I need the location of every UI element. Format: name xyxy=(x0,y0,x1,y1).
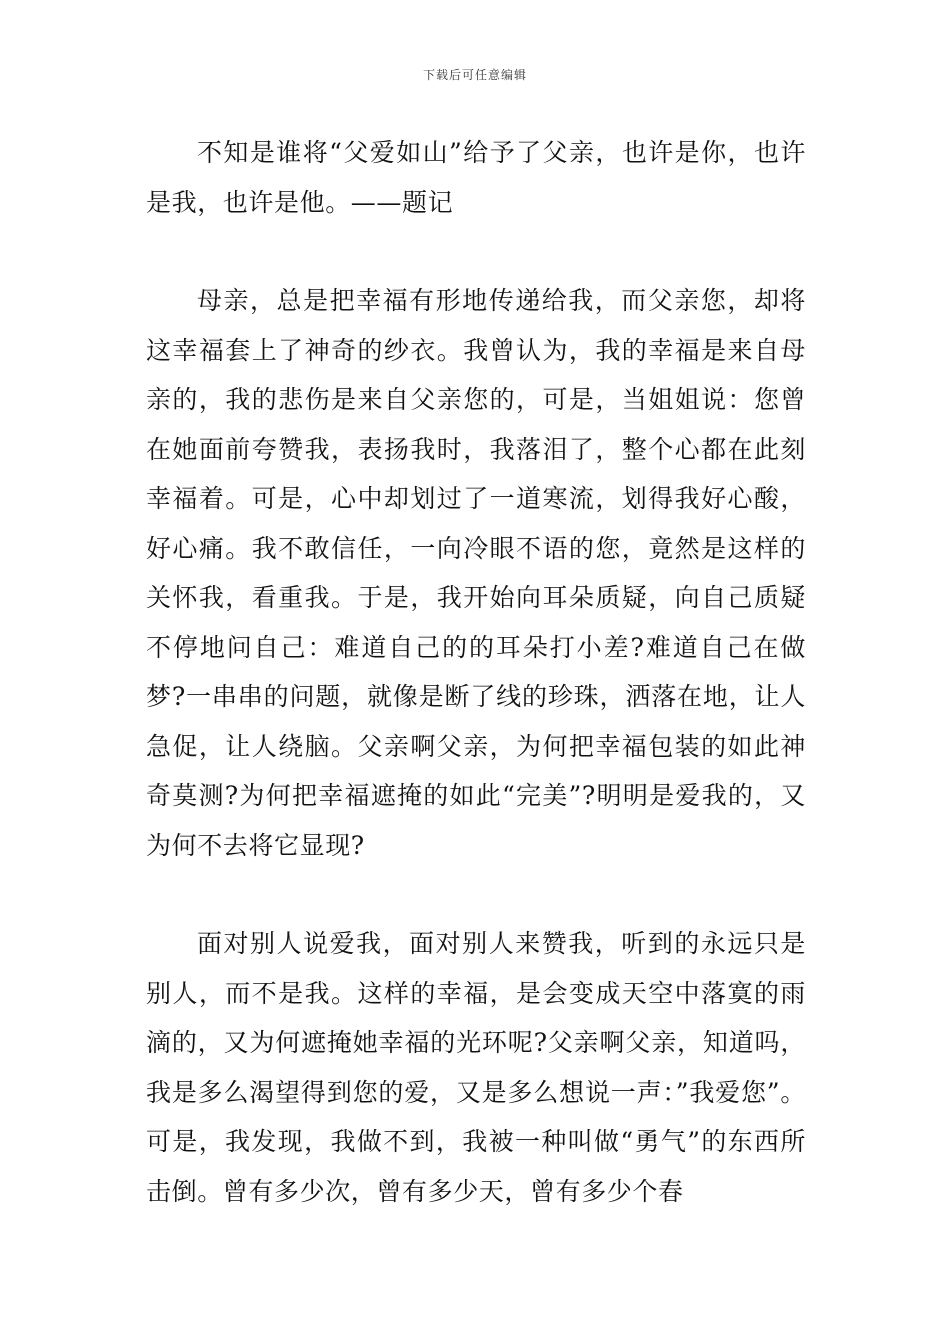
page-header: 下载后可任意编辑 xyxy=(422,68,527,82)
paragraph-mother: 母亲，总是把幸福有形地传递给我，而父亲您，却将这幸福套上了神奇的纱衣。我曾认为，我的幸福是来自母亲的，我的悲伤是来自父亲您的，可是，当姐姐说：您曾在她面前夸赞我，表扬我时，我落泪了，整个心都在此刻幸福着。可是，心中却划过了一道寒流，划得我好心酸，好心痛。我不敢信任，一向冷眼不语的您，竟然是这样的关怀我，看重我。于是，我开始向耳朵质疑，向自己质疑不停地问自己：难道自己的的耳朵打小差?难道自己在做梦?一串串的问题，就像是断了线的珍珠，洒落在地，让人急促，让人绕脑。父亲啊父亲，为何把幸福包装的如此神奇莫测?为何把幸福遮掩的如此“完美”?明明是爱我的，又为何不去将它显现? xyxy=(146,286,806,860)
paragraph-epigraph: 不知是谁将“父爱如山”给予了父亲，也许是你，也许是我，也许是他。——题记 xyxy=(146,138,806,217)
paragraph-others: 面对别人说爱我，面对别人来赞我，听到的永远只是别人，而不是我。这样的幸福，是会变成天空中落寞的雨滴的，又为何遮掩她幸福的光环呢?父亲啊父亲，知道吗，我是多么渴望得到您的爱，又是多么想说一声：”我爱您”。可是，我发现，我做不到，我被一种叫做“勇气”的东西所击倒。曾有多少次，曾有多少天，曾有多少个春 xyxy=(146,929,806,1206)
essay-body xyxy=(146,128,806,1216)
